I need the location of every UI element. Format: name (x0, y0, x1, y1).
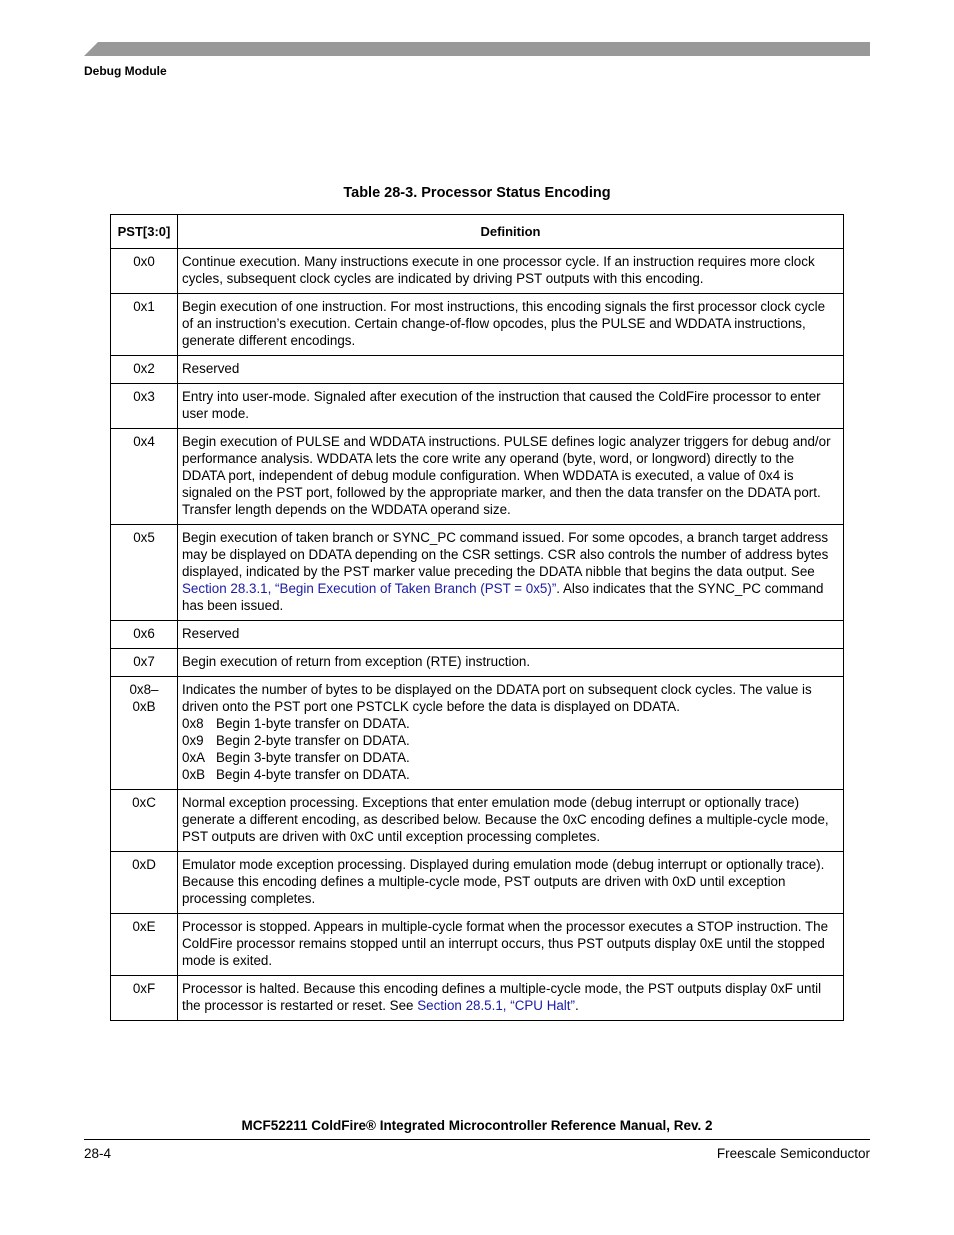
column-header-definition: Definition (178, 215, 844, 249)
manual-title: MCF52211 ColdFire® Integrated Microcontroller Reference Manual, Rev. 2 (241, 1118, 713, 1133)
pst-code: 0xC (111, 790, 178, 852)
pst-code-range (111, 677, 178, 790)
sub-item-code: 0x9 (182, 733, 204, 748)
definition-text: Begin execution of return from exception (RTE) instruction. (178, 649, 844, 677)
definition-text: Processor is stopped. Appears in multiple-cycle format when the processor executes a STOP instruction. The ColdFire processor remains stopped until an interrupt occurs, thus PST outputs display 0xE until the stopped mode is exited. (178, 914, 844, 976)
header-bar (84, 42, 870, 56)
table-row (111, 976, 844, 1021)
definition-text: Continue execution. Many instructions execute in one processor cycle. If an instruction requires more clock cycles, subsequent clock cycles are indicated by driving PST outputs with this encoding. (178, 249, 844, 294)
sub-item-code: 0xB (182, 767, 206, 782)
table-row (111, 649, 844, 677)
definition-text-part: . Also indicates that the SYNC_PC command has been issued. (182, 581, 824, 613)
sub-item (182, 766, 837, 783)
table-row (111, 294, 844, 356)
definition-text-part: Processor is halted. Because this encoding defines a multiple-cycle mode, the PST outputs display 0xF until the processor is restarted or reset. See (182, 981, 822, 1013)
pst-code-range-start: 0x8– (129, 682, 159, 697)
table-row (111, 429, 844, 525)
definition-text: Normal exception processing. Exceptions that enter emulation mode (debug interrupt or optionally trace) generate a different encoding, as described below. Because the 0xC encoding defines a multiple-cycle mode, PST outputs are driven with 0xC until exception processing completes. (178, 790, 844, 852)
table-row (111, 677, 844, 790)
definition-text: Entry into user-mode. Signaled after execution of the instruction that caused the ColdFire processor to enter user mode. (178, 384, 844, 429)
pst-code: 0x0 (111, 249, 178, 294)
table-row (111, 852, 844, 914)
pst-code: 0x3 (111, 384, 178, 429)
table-header-row (111, 215, 844, 249)
sub-item-text: Begin 1-byte transfer on DDATA. (216, 716, 410, 731)
pst-code-range-end: 0xB (132, 699, 156, 714)
table-row (111, 525, 844, 621)
table-row (111, 249, 844, 294)
sub-item-text: Begin 3-byte transfer on DDATA. (216, 750, 410, 765)
table-row (111, 384, 844, 429)
pst-code: 0x4 (111, 429, 178, 525)
definition-text-part: Begin execution of taken branch or SYNC_PC command issued. For some opcodes, a branch target address may be displayed on DDATA depending on the CSR settings. CSR also controls the number of address bytes displayed, indicated by the PST marker value preceding the DDATA nibble that begins the data output. See (182, 530, 829, 579)
definition-text (178, 677, 844, 790)
table-row (111, 356, 844, 384)
pst-code: 0x7 (111, 649, 178, 677)
section-link-taken-branch[interactable]: Section 28.3.1, “Begin Execution of Taken Branch (PST = 0x5)” (182, 581, 557, 596)
definition-text-part: . (574, 998, 579, 1013)
definition-text: Reserved (178, 356, 844, 384)
section-link-cpu-halt[interactable]: Section 28.5.1, “CPU Halt” (417, 998, 575, 1013)
definition-text: Begin execution of PULSE and WDDATA instructions. PULSE defines logic analyzer triggers for debug and/or performance analysis. WDDATA lets the core write any operand (byte, word, or longword) directly to the DDATA port, independent of debug module configuration. When WDDATA is executed, a value of 0x4 is signaled on the PST port, followed by the appropriate marker, and then the data transfer on the DDATA port. Transfer length depends on the WDDATA operand size. (178, 429, 844, 525)
pst-code: 0xF (111, 976, 178, 1021)
column-header-pst: PST[3:0] (111, 215, 178, 249)
sub-item (182, 715, 837, 732)
sub-item (182, 749, 837, 766)
pst-code: 0x1 (111, 294, 178, 356)
definition-text: Begin execution of one instruction. For most instructions, this encoding signals the first processor clock cycle of an instruction’s execution. Certain change-of-flow opcodes, plus the PULSE and WDDATA instructions, generate different encodings. (178, 294, 844, 356)
processor-status-table (110, 214, 844, 1021)
pst-code: 0x5 (111, 525, 178, 621)
table-row (111, 621, 844, 649)
sub-item-code: 0x8 (182, 716, 204, 731)
section-label: Debug Module (84, 64, 167, 78)
sub-item-text: Begin 2-byte transfer on DDATA. (216, 733, 410, 748)
pst-code: 0x2 (111, 356, 178, 384)
definition-text: Reserved (178, 621, 844, 649)
definition-text (178, 976, 844, 1021)
sub-item-code: 0xA (182, 750, 206, 765)
company-name: Freescale Semiconductor (716, 1146, 870, 1161)
sub-item (182, 732, 837, 749)
pst-code: 0xE (111, 914, 178, 976)
pst-code: 0xD (111, 852, 178, 914)
definition-text-part: Indicates the number of bytes to be displayed on the DDATA port on subsequent clock cycles. The value is driven onto the PST port one PSTCLK cycle before the data is displayed on DDATA. (182, 682, 812, 714)
table-row (111, 790, 844, 852)
footer-divider (84, 1139, 870, 1140)
sub-item-text: Begin 4-byte transfer on DDATA. (216, 767, 410, 782)
definition-text (178, 525, 844, 621)
page-number: 28-4 (84, 1146, 112, 1161)
table-row (111, 914, 844, 976)
definition-text: Emulator mode exception processing. Displayed during emulation mode (debug interrupt or optionally trace). Because this encoding defines a multiple-cycle mode, PST outputs are driven with 0xD until exception processing completes. (178, 852, 844, 914)
pst-code: 0x6 (111, 621, 178, 649)
table-caption: Table 28-3. Processor Status Encoding (343, 185, 611, 201)
